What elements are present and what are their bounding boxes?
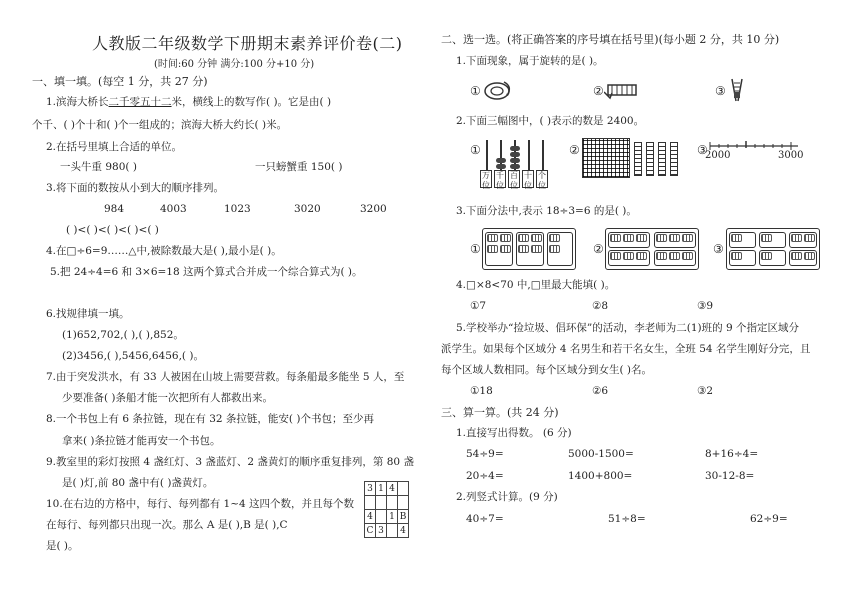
abacus-picture: [480, 136, 550, 188]
carrot-bunch-icon: [549, 245, 560, 253]
choice-q4-option: ②8: [592, 300, 609, 312]
option-3-mark: ③: [715, 84, 726, 98]
grid-cell: [387, 496, 398, 510]
q7-line1: 7.由于突发洪水，有 33 人被困在山坡上需要营救。每条船最多能坐 5 人，至: [46, 371, 405, 383]
abacus-slide-icon: [604, 80, 640, 100]
q3-number: 1023: [224, 203, 251, 215]
carrot-bunch-icon: [518, 234, 529, 242]
thousand-cube-picture: [582, 138, 630, 178]
place-label: 千位: [496, 171, 504, 190]
q2a-text: 一头牛重 980( ): [60, 161, 137, 173]
carrot-bunch-icon: [531, 234, 542, 242]
choice-q4-option: ①7: [470, 300, 487, 312]
place-label: 十位: [524, 171, 532, 190]
grid-cell: [387, 524, 398, 538]
choice-q2-text: 2.下面三幅图中，( )表示的数是 2400。: [456, 115, 645, 127]
carrot-bunch-icon: [500, 245, 511, 253]
group-box: [789, 232, 817, 248]
carrot-bunch-icon: [636, 252, 647, 260]
option-2-mark: ②: [569, 143, 580, 157]
group-box: [654, 232, 696, 248]
carrot-bunch-icon: [487, 234, 498, 242]
page-title: 人教版二年级数学下册期末素养评价卷(二): [92, 34, 403, 53]
choice-q5-option: ①18: [470, 385, 493, 397]
group-box: [516, 232, 544, 266]
grid-cell: B: [398, 510, 409, 524]
zipper-icon: [727, 77, 747, 103]
q10-line3: 是( )。: [46, 540, 79, 552]
carrot-bunch-icon: [531, 245, 542, 253]
calc-item: 5000-1500=: [568, 448, 634, 460]
carrot-bunch-icon: [610, 234, 621, 242]
group-box: [654, 250, 696, 266]
carrot-bunch-icon: [623, 252, 634, 260]
choice-q5-line3: 每个区域人数相同。每个区域分到女生( )名。: [441, 364, 653, 376]
hundred-rod-picture: [646, 142, 654, 176]
section-3-heading: 三、算一算。(共 24 分): [441, 406, 559, 419]
hundred-rod-picture: [658, 142, 666, 176]
carrot-bunch-icon: [791, 252, 802, 260]
option-1-mark: ①: [470, 84, 481, 98]
group-box: [729, 232, 756, 248]
place-label: 万位: [482, 171, 490, 190]
group-box: [547, 232, 573, 266]
grid-cell: 4: [387, 482, 398, 496]
choice-q3-text: 3.下面分法中,表示 18÷3=6 的是( )。: [456, 205, 637, 217]
calc-item: 40÷7=: [466, 513, 504, 525]
q5-text: 5.把 24÷4=6 和 3×6=18 这两个算式合并成一个综合算式为( )。: [50, 266, 363, 278]
q2-text: 2.在括号里填上合适的单位。: [46, 141, 183, 153]
choice-q1-text: 1.下面现象，属于旋转的是( )。: [456, 55, 604, 67]
q3-number: 984: [104, 203, 125, 215]
grid-cell: 1: [376, 482, 387, 496]
calc-item: 51÷8=: [608, 513, 646, 525]
option-2-mark: ②: [593, 84, 604, 98]
q6a-text: (1)652,702,( ),( ),852。: [62, 329, 184, 341]
group-box: [759, 232, 786, 248]
choice-q4-option: ③9: [697, 300, 714, 312]
carrot-bunch-icon: [610, 252, 621, 260]
q4-text: 4.在□÷6=9……△中,被除数最大是( ),最小是( )。: [46, 245, 282, 257]
choice-q5-option: ③2: [697, 385, 714, 397]
grid-cell: [376, 510, 387, 524]
choice-q5-line1: 5.学校举办“捡垃圾、倡环保”的活动，李老师为二(1)班的 9 个指定区域分: [456, 322, 799, 334]
q10-line1: 10.在右边的方格中，每行、每列都有 1~4 这四个数，并且每个数: [46, 498, 355, 510]
option-3-mark: ③: [713, 242, 724, 256]
option-2-mark: ②: [593, 242, 604, 256]
carrot-bunch-icon: [518, 245, 529, 253]
q3-text: 3.将下面的数按从小到大的顺序排列。: [46, 182, 225, 194]
calc-item: 54÷9=: [466, 448, 504, 460]
exam-info: (时间:60 分钟 满分:100 分+10 分): [154, 59, 315, 70]
q9-line2: 是( )灯,前 80 盏中有( )盏黄灯。: [62, 477, 214, 489]
carrot-bunch-icon: [656, 252, 667, 260]
choice-q5-line2: 派学生。如果每个区域分 4 名男生和若干名女生，全班 54 名学生刚好分完，且: [441, 343, 811, 355]
carrot-bunch-icon: [761, 252, 772, 260]
bottle-cap-twist-icon: [482, 76, 516, 102]
carrot-bunch-icon: [791, 234, 802, 242]
carrot-bunch-icon: [549, 234, 560, 242]
calc-item: 1400+800=: [568, 470, 633, 482]
section-2-heading: 二、选一选。(将正确答案的序号填在括号里)(每小题 2 分，共 10 分): [441, 33, 780, 46]
group-box: [729, 250, 756, 266]
grid-cell: 4: [398, 524, 409, 538]
q1-line1: 1.滨海大桥长二千零五十二米，横线上的数写作( )。它是由( ): [46, 96, 332, 108]
calc-item: 30-12-8=: [705, 470, 755, 482]
grid-cell: 1: [387, 510, 398, 524]
carrot-bunch-icon: [669, 234, 680, 242]
group-box: [789, 250, 817, 266]
place-label: 百位: [510, 171, 518, 190]
carrot-bunch-icon: [636, 234, 647, 242]
grid-cell: 4: [365, 510, 376, 524]
q7-line2: 少要准备( )条船才能一次把所有人都救出来。: [62, 392, 274, 404]
q3-number: 3020: [294, 203, 321, 215]
carrot-bunch-icon: [500, 234, 511, 242]
calc-item: 20÷4=: [466, 470, 504, 482]
axis-label-3000: 3000: [778, 150, 804, 161]
q3-order-blanks: ( )<( )<( )<( )<( ): [66, 224, 159, 236]
q9-line1: 9.教室里的彩灯按照 4 盏红灯、3 盏蓝灯、2 盏黄灯的顺序重复排列，第 80 盏: [46, 456, 414, 468]
grid-cell: [376, 496, 387, 510]
group-box: [608, 232, 650, 248]
option-1-mark: ①: [470, 143, 481, 157]
carrot-bunch-icon: [731, 252, 742, 260]
grid-cell: [365, 496, 376, 510]
q3-number: 3200: [360, 203, 387, 215]
group-box: [485, 232, 513, 266]
carrot-bunch-icon: [682, 252, 693, 260]
hundred-rod-picture: [634, 142, 642, 176]
axis-label-2000: 2000: [705, 150, 731, 161]
choice-q4-text: 4.□×8<70 中,□里最大能填( )。: [456, 279, 616, 291]
calc-item: 8+16÷4=: [705, 448, 759, 460]
grid-cell: C: [365, 524, 376, 538]
carrot-bunch-icon: [656, 234, 667, 242]
place-label: 个位: [538, 171, 546, 190]
grid-cell: [398, 482, 409, 496]
carrot-bunch-icon: [623, 234, 634, 242]
group-box: [759, 250, 786, 266]
q2b-text: 一只螃蟹重 150( ): [255, 161, 343, 173]
carrot-bunch-icon: [761, 234, 772, 242]
q8-line1: 8.一个书包上有 6 条拉链，现在有 32 条拉链，能安( )个书包；至少再: [46, 413, 374, 425]
q1-line2: 个千、( )个十和( )个一组成的；滨海大桥大约长( )米。: [32, 119, 288, 131]
carrot-bunch-icon: [804, 252, 815, 260]
carrot-bunch-icon: [487, 245, 498, 253]
q6-text: 6.找规律填一填。: [46, 308, 130, 320]
carrot-bunch-icon: [682, 234, 693, 242]
q6b-text: (2)3456,( ),5456,6456,( )。: [62, 350, 204, 362]
grid-cell: 3: [365, 482, 376, 496]
calc-item: 62÷9=: [750, 513, 788, 525]
carrot-bunch-icon: [804, 234, 815, 242]
grid-cell: [398, 496, 409, 510]
group-box: [608, 250, 650, 266]
option-1-mark: ①: [470, 242, 481, 256]
hundred-rod-picture: [670, 142, 678, 176]
grid-cell: 3: [376, 524, 387, 538]
calc-q2-text: 2.列竖式计算。(9 分): [456, 491, 558, 503]
choice-q5-option: ②6: [592, 385, 609, 397]
calc-q1-text: 1.直接写出得数。 (6 分): [456, 427, 572, 439]
carrot-bunch-icon: [669, 252, 680, 260]
latin-square-grid: [364, 481, 409, 538]
section-1-heading: 一、填一填。(每空 1 分，共 27 分): [32, 75, 208, 88]
carrot-bunch-icon: [731, 234, 742, 242]
q10-line2: 在每行、每列都只出现一次。那么 A 是( ),B 是( ),C: [46, 519, 288, 531]
q3-number: 4003: [160, 203, 187, 215]
option-3-mark: ③: [697, 143, 708, 157]
q8-line2: 拿来( )条拉链才能再安一个书包。: [62, 435, 221, 447]
